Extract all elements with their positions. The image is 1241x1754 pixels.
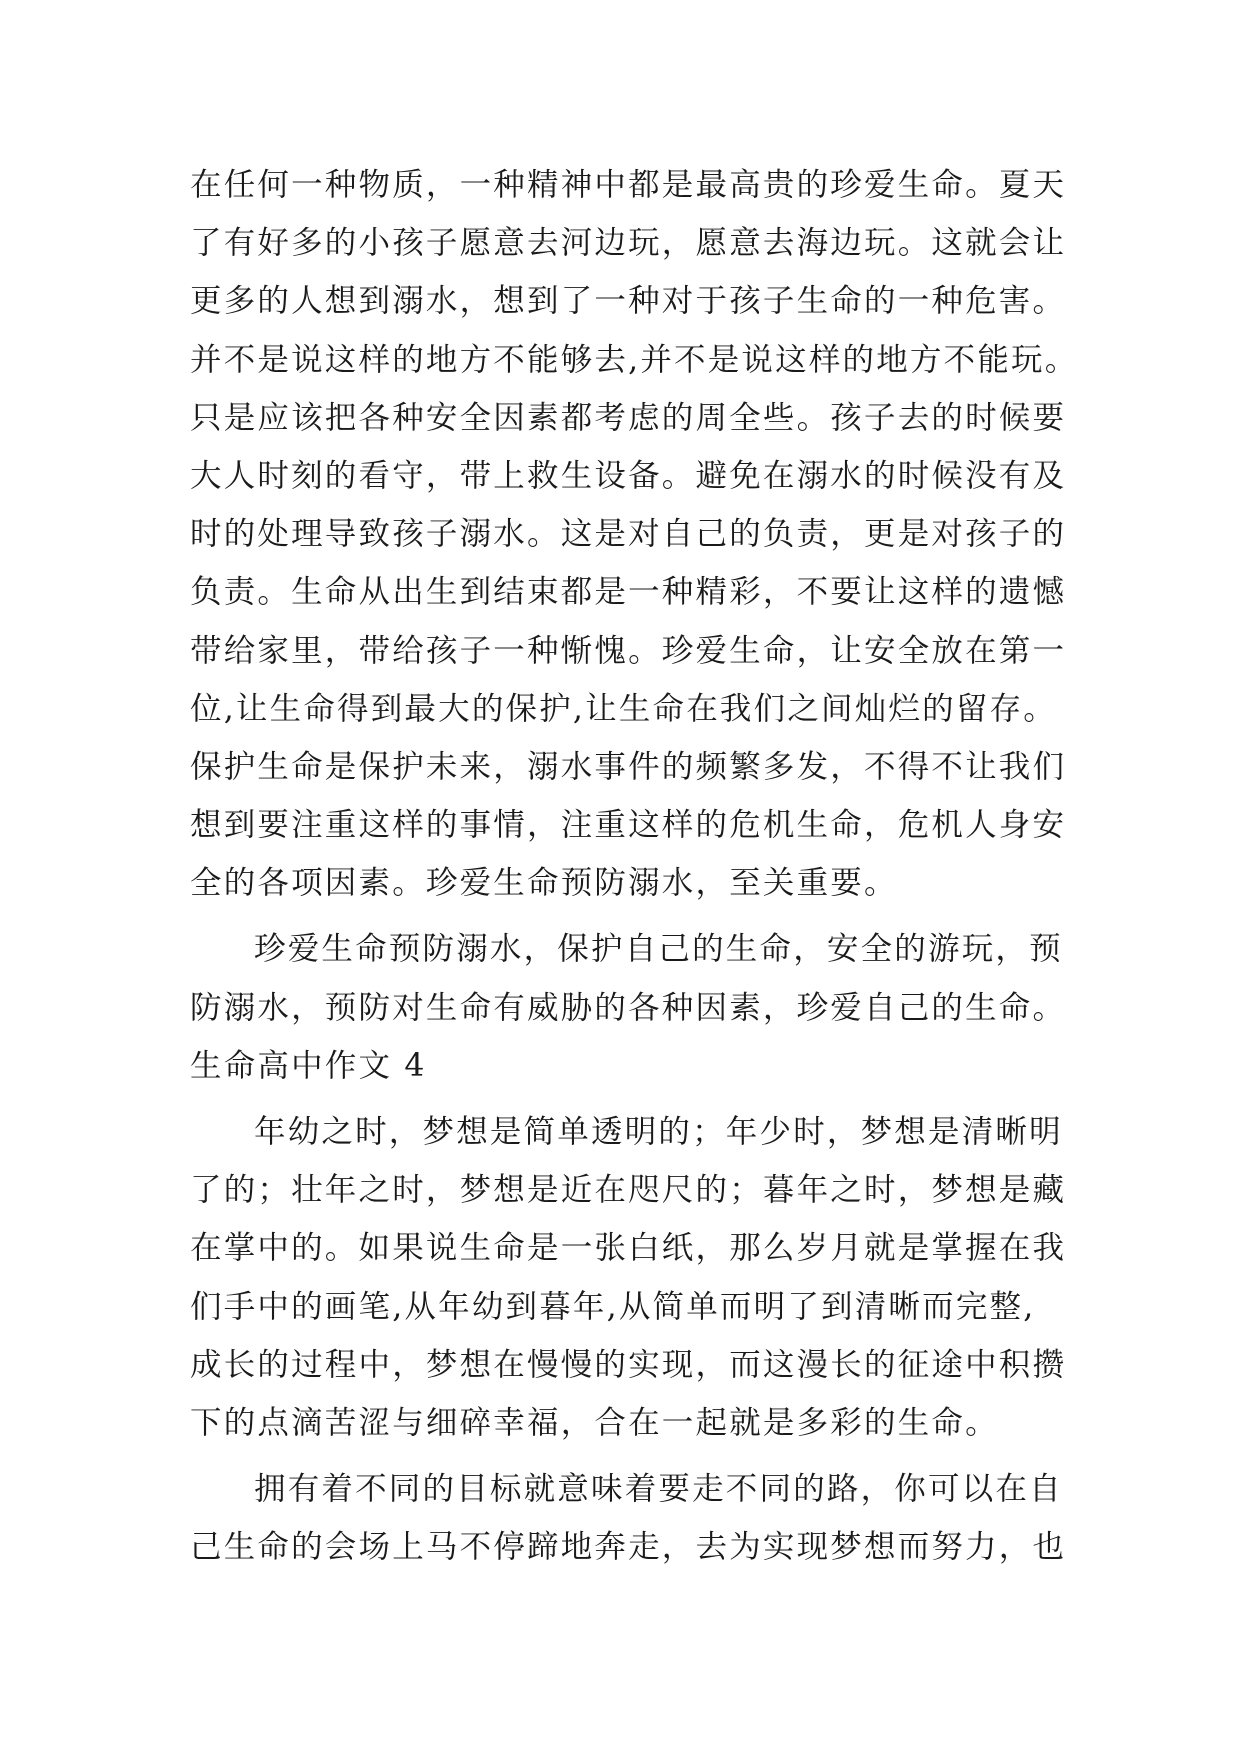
text-line: 全的各项因素。珍爱生命预防溺水，至关重要。 (190, 865, 898, 902)
paragraph-gap (190, 1452, 1070, 1460)
text-line: 己生命的会场上马不停蹄地奔走，去为实现梦想而努力，也 (190, 1529, 1067, 1566)
text-line: 负责。生命从出生到结束都是一种精彩，不要让这样的遗憾 (190, 574, 1067, 611)
text-line: 下的点滴苦涩与细碎幸福，合在一起就是多彩的生命。 (190, 1404, 999, 1441)
text-line: 了的；壮年之时，梦想是近在咫尺的；暮年之时，梦想是藏 (190, 1172, 1067, 1209)
text-line: 们手中的画笔,从年幼到暮年,从简单而明了到清晰而完整, (190, 1288, 1036, 1325)
text-line: 在掌中的。如果说生命是一张白纸，那么岁月就是掌握在我 (190, 1230, 1067, 1267)
text-line: 在任何一种物质，一种精神中都是最高贵的珍爱生命。夏天 (190, 167, 1067, 203)
paragraph-2 (190, 920, 1070, 1036)
text-line: 珍爱生命预防溺水，保护自己的生命，安全的游玩，预 (254, 931, 1063, 968)
text-line: 只是应该把各种安全因素都考虑的周全些。孩子去的时候要 (190, 399, 1067, 436)
paragraph-1 (190, 156, 1079, 912)
text-line: 更多的人想到溺水，想到了一种对于孩子生命的一种危害。 (190, 283, 1067, 320)
text-line: 防溺水，预防对生命有威胁的各种因素，珍爱自己的生命。 (190, 989, 1067, 1026)
paragraph-4 (190, 1460, 1070, 1576)
text-line: 了有好多的小孩子愿意去河边玩，愿意去海边玩。这就会让 (190, 225, 1067, 262)
text-line: 大人时刻的看守，带上救生设备。避免在溺水的时候没有及 (190, 457, 1067, 494)
text-line: 成长的过程中，梦想在慢慢的实现，而这漫长的征途中积攒 (190, 1346, 1067, 1383)
text-line: 拥有着不同的目标就意味着要走不同的路，你可以在自 (254, 1471, 1063, 1508)
section-heading: 生命高中作文 4 (190, 1047, 427, 1084)
text-line: 带给家里，带给孩子一种惭愧。珍爱生命，让安全放在第一 (190, 632, 1067, 669)
text-line: 时的处理导致孩子溺水。这是对自己的负责，更是对孩子的 (190, 516, 1067, 553)
paragraph-gap (190, 912, 1070, 920)
paragraph-gap (190, 1095, 1070, 1103)
text-line: 并不是说这样的地方不能够去,并不是说这样的地方不能玩。 (190, 341, 1079, 378)
text-line: 保护生命是保护未来，溺水事件的频繁多发，不得不让我们 (190, 748, 1067, 785)
text-line: 年幼之时，梦想是简单透明的；年少时，梦想是清晰明 (254, 1114, 1063, 1150)
document-body (190, 156, 1079, 1577)
text-line: 想到要注重这样的事情，注重这样的危机生命，危机人身安 (190, 807, 1067, 844)
paragraph-3 (190, 1103, 1070, 1452)
text-line: 位,让生命得到最大的保护,让生命在我们之间灿烂的留存。 (190, 690, 1057, 727)
